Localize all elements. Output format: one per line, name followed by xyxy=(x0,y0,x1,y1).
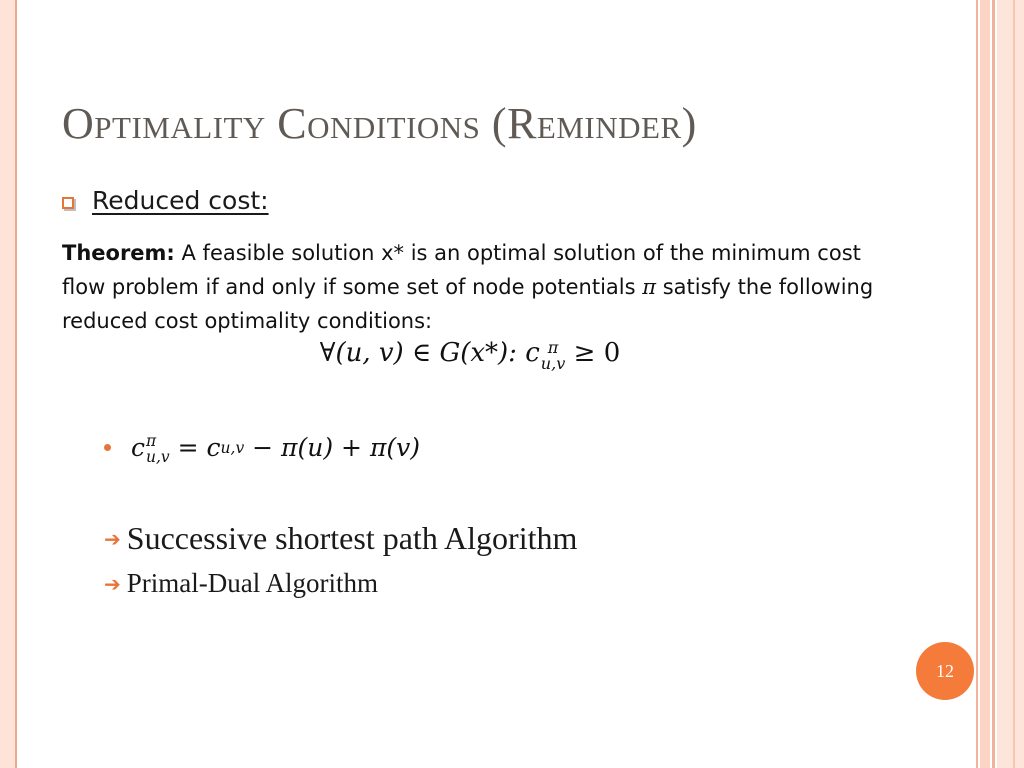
arrow-right-icon: ➔ xyxy=(104,571,121,596)
arrow-item xyxy=(104,520,577,557)
right-stripe xyxy=(1013,0,1015,768)
formula-symbol: c xyxy=(525,338,540,369)
arrow-item-label: Primal-Dual Algorithm xyxy=(126,568,378,598)
formula-suffix: ≥ 0 xyxy=(565,338,621,369)
right-stripe xyxy=(980,0,990,768)
page-number-badge xyxy=(916,642,974,700)
page-number: 12 xyxy=(936,660,954,681)
arrow-item xyxy=(104,568,378,599)
arrow-right-icon: ➔ xyxy=(104,526,121,551)
optimality-formula xyxy=(0,338,940,374)
bullet-dot-icon xyxy=(104,444,111,451)
formula-subsup xyxy=(541,340,566,372)
theorem-paragraph xyxy=(62,236,902,338)
left-frame-line xyxy=(15,0,17,768)
formula-superscript: π xyxy=(547,338,559,357)
theorem-label: Theorem: xyxy=(62,241,175,265)
equals-sign: = xyxy=(169,433,207,462)
reduced-cost-definition: c π u,v = c u,v − π(u) + π(v) xyxy=(104,432,420,463)
lhs-superscript: π xyxy=(146,432,157,450)
rhs-symbol: c xyxy=(206,433,221,462)
right-stripe xyxy=(997,0,1024,768)
theorem-text-part1: A feasible solution x* is an optimal solution of the minimum cost flow problem if and only if some set of node potentials xyxy=(62,241,861,299)
pi-symbol: π xyxy=(642,275,657,299)
slide-title: Optimality Conditions (Reminder) xyxy=(62,99,697,148)
right-stripe xyxy=(976,0,978,768)
right-stripe xyxy=(992,0,995,768)
rhs-rest: − π(u) + π(v) xyxy=(244,433,420,462)
lhs-subscript: u,v xyxy=(146,447,170,466)
arrow-item-label: Successive shortest path Algorithm xyxy=(126,520,578,556)
square-bullet-icon xyxy=(62,197,74,209)
heading-text: Reduced cost: xyxy=(92,186,269,215)
lhs-symbol: c xyxy=(131,433,146,462)
section-heading xyxy=(62,186,269,215)
left-frame-border xyxy=(0,0,16,768)
formula-prefix: ∀(u, v) ∈ G(x*): xyxy=(319,338,526,369)
lhs-subsup xyxy=(146,434,170,465)
theorem-text-part2: satisfy the following reduced cost optimality conditions: xyxy=(62,275,874,333)
formula-subscript: u,v xyxy=(540,354,566,374)
